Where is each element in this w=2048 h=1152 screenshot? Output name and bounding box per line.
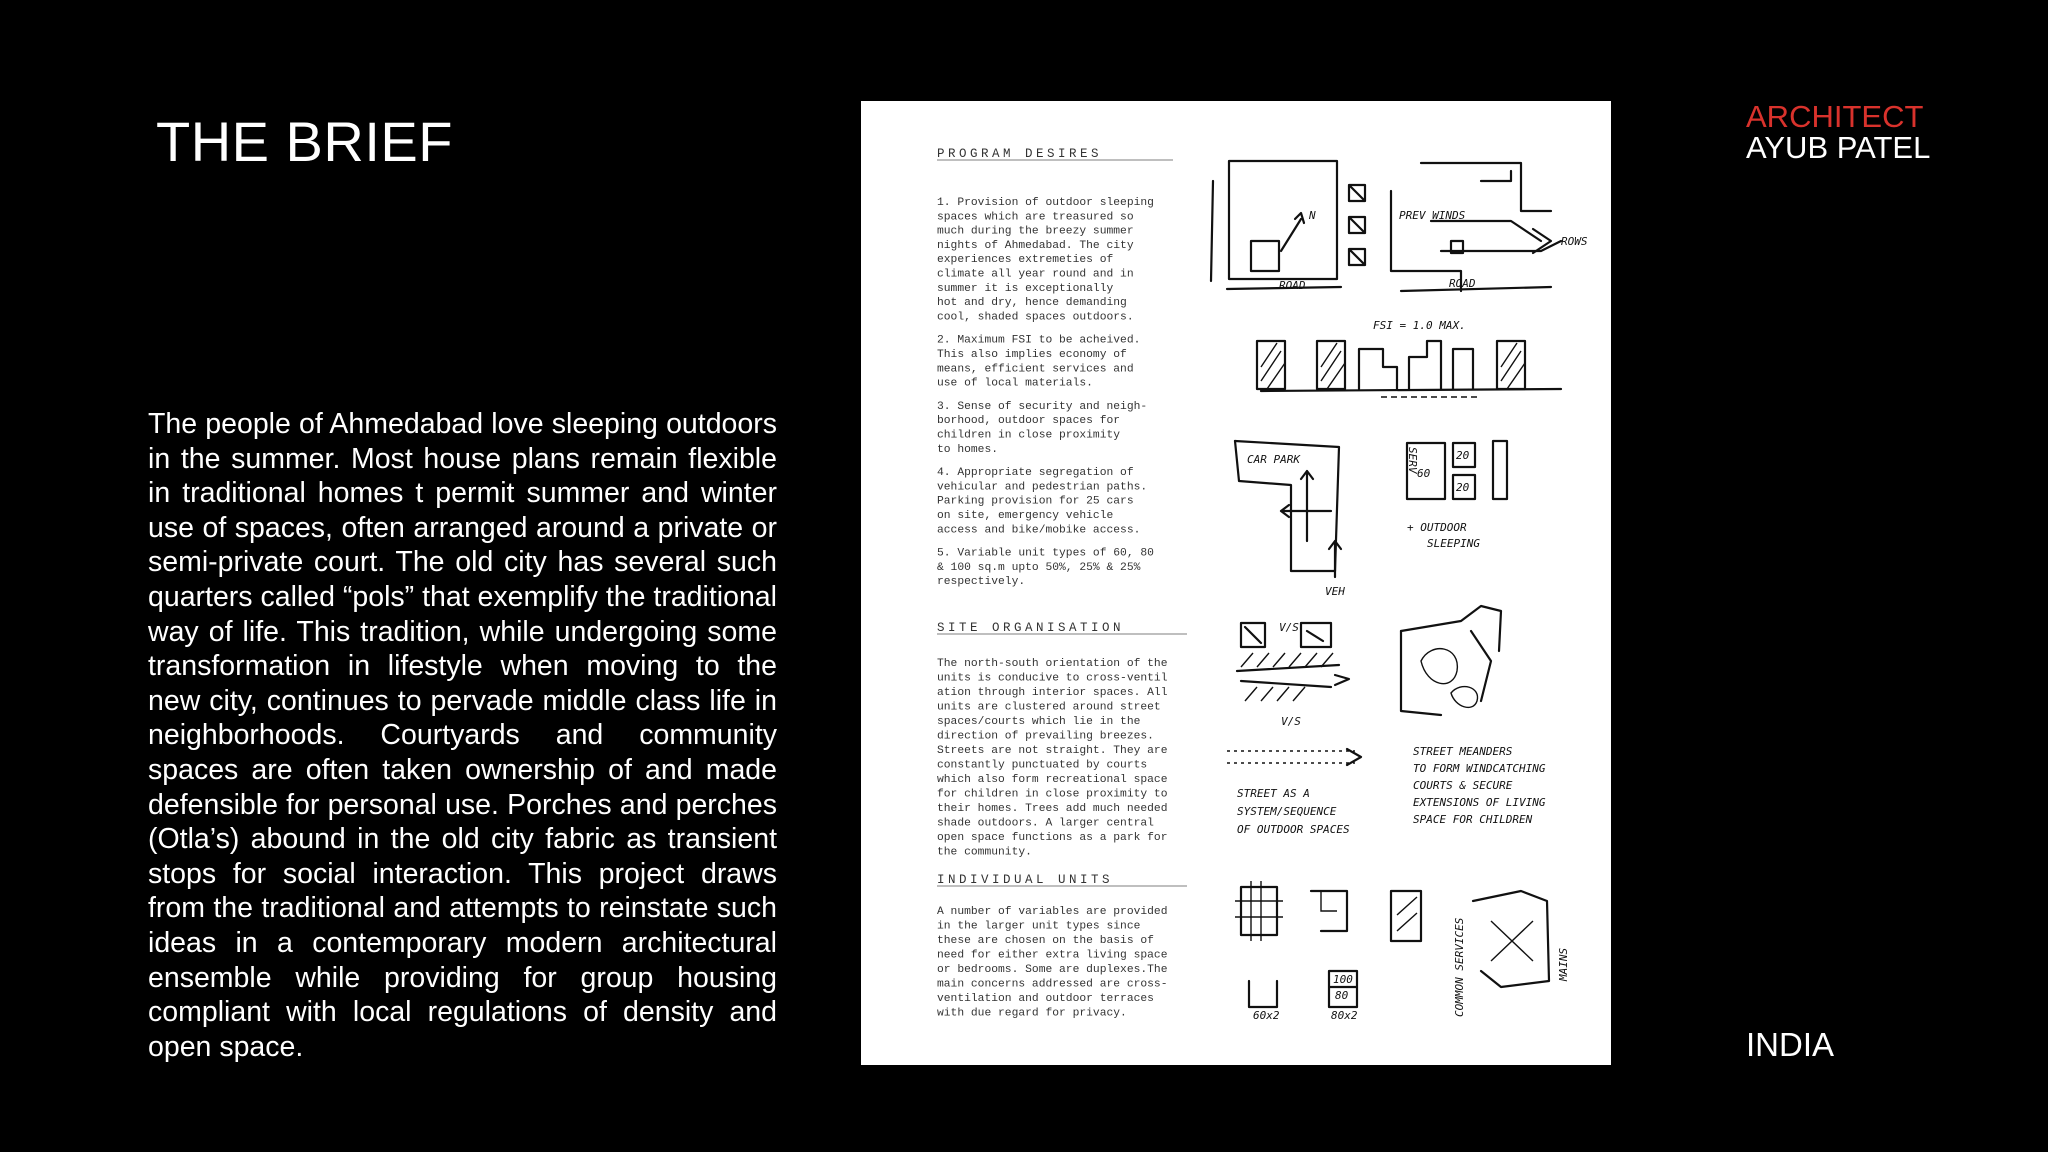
street-sequence-line: SYSTEM/SEQUENCE xyxy=(1237,805,1337,818)
units-text-line: ventilation and outdoor terraces xyxy=(937,993,1154,1005)
program-item-line: vehicular and pedestrian paths. xyxy=(937,481,1148,494)
program-desires-heading: PROGRAM DESIRES xyxy=(937,147,1103,161)
street-meanders-line: COURTS & SECURE xyxy=(1413,779,1513,792)
site-text-line: constantly punctuated by courts xyxy=(937,759,1148,772)
site-text-line: shade outdoors. A larger central xyxy=(937,817,1154,830)
units-text-line: A number of variables are provided xyxy=(937,906,1168,918)
program-item-line: respectively. xyxy=(937,576,1026,589)
units-text-line: with due regard for privacy. xyxy=(937,1007,1127,1020)
site-organisation-heading: SITE ORGANISATION xyxy=(937,621,1125,635)
fsi-label: FSI = 1.0 MAX. xyxy=(1373,319,1466,332)
street-meanders-caption xyxy=(1413,745,1546,826)
program-item-line: use of local materials. xyxy=(937,377,1093,390)
units-text-line: need for either extra living space xyxy=(937,949,1168,962)
site-text-line: direction of prevailing breezes. xyxy=(937,730,1154,743)
program-sketch-sheet xyxy=(861,101,1611,1065)
mains-label: MAINS xyxy=(1557,947,1570,981)
program-item-line: 5. Variable unit types of 60, 80 xyxy=(937,547,1154,560)
site-plan-sketch xyxy=(1211,161,1365,292)
unit-20b-label: 20 xyxy=(1456,481,1470,494)
units-text-line: these are chosen on the basis of xyxy=(937,935,1154,947)
site-text-line: the community. xyxy=(937,846,1032,859)
units-text-line: or bedrooms. Some are duplexes.The xyxy=(937,964,1168,976)
serv-label: SERV xyxy=(1406,447,1419,474)
site-text-line: open space functions as a park for xyxy=(937,832,1168,844)
program-desires-list xyxy=(937,197,1154,588)
fsi-elevation-sketch xyxy=(1257,319,1561,397)
unit-60-label: 60 xyxy=(1417,467,1431,480)
parking-plan-sketch xyxy=(1235,441,1345,598)
program-item-line: 1. Provision of outdoor sleeping xyxy=(937,197,1154,209)
program-item-line: experiences extremeties of xyxy=(937,254,1114,267)
program-item-line: 4. Appropriate segregation of xyxy=(937,467,1134,480)
meandering-street-sketch xyxy=(1401,606,1546,826)
site-text-line: their homes. Trees add much needed xyxy=(937,803,1168,815)
program-item-line: & 100 sq.m upto 50%, 25% & 25% xyxy=(937,561,1141,574)
car-park-label: CAR PARK xyxy=(1247,453,1300,466)
program-item-line: hot and dry, hence demanding xyxy=(937,297,1127,310)
units-text-line: main concerns addressed are cross- xyxy=(937,978,1168,991)
program-item-line: cool, shaded spaces outdoors. xyxy=(937,311,1134,324)
prevailing-winds-sketch xyxy=(1391,163,1588,291)
veh-label: VEH xyxy=(1325,585,1345,598)
site-text-line: The north-south orientation of the xyxy=(937,658,1168,670)
program-item-line: climate all year round and in xyxy=(937,268,1134,281)
road-label-1: ROAD xyxy=(1279,279,1306,292)
units-text-line: in the larger unit types since xyxy=(937,920,1141,933)
brand-logo xyxy=(1746,101,1930,163)
site-text-line: for children in close proximity to xyxy=(937,788,1168,801)
street-meanders-line: TO FORM WINDCATCHING xyxy=(1413,762,1546,775)
unit-plans-sketch xyxy=(1235,881,1570,1022)
unit-mix-sketch xyxy=(1406,441,1507,550)
program-item-line: to homes. xyxy=(937,443,999,456)
rows-label: ROWS xyxy=(1561,235,1588,248)
page-title: THE BRIEF xyxy=(156,110,453,173)
unit-80-label: 80 xyxy=(1335,989,1349,1002)
common-services-label: COMMON SERVICES xyxy=(1453,917,1466,1017)
unit-80x2-label: 80x2 xyxy=(1331,1009,1358,1022)
vs-label-2: V/S xyxy=(1281,715,1301,728)
site-text-line: units is conducive to cross-ventil xyxy=(937,672,1168,685)
brand-line-architect: ARCHITECT xyxy=(1746,99,1924,134)
program-item-line: Parking provision for 25 cars xyxy=(937,495,1134,508)
program-item-line: means, efficient services and xyxy=(937,363,1134,376)
unit-100-label: 100 xyxy=(1333,973,1353,986)
unit-60x2-label: 60x2 xyxy=(1253,1009,1280,1022)
site-text-line: ation through interior spaces. All xyxy=(937,687,1168,699)
program-item-line: borhood, outdoor spaces for xyxy=(937,415,1121,428)
program-item-line: children in close proximity xyxy=(937,429,1121,442)
site-text-line: Streets are not straight. They are xyxy=(937,745,1168,757)
individual-units-heading: INDIVIDUAL UNITS xyxy=(937,873,1114,887)
street-sequence-sketch xyxy=(1227,621,1361,836)
sketch-sheet-svg xyxy=(861,101,1611,1065)
program-item-line: on site, emergency vehicle xyxy=(937,510,1114,522)
street-meanders-line: STREET MEANDERS xyxy=(1413,745,1513,758)
street-sequence-line: STREET AS A xyxy=(1237,787,1310,800)
street-sequence-caption xyxy=(1237,787,1350,836)
program-item-line: access and bike/mobike access. xyxy=(937,524,1141,537)
unit-20a-label: 20 xyxy=(1456,449,1470,462)
site-organisation-text xyxy=(937,658,1168,859)
road-label-2: ROAD xyxy=(1449,277,1476,290)
street-sequence-line: OF OUTDOOR SPACES xyxy=(1237,823,1350,836)
site-text-line: units are clustered around street xyxy=(937,701,1161,714)
outdoor-label-1: + OUTDOOR xyxy=(1407,521,1467,534)
street-meanders-line: SPACE FOR CHILDREN xyxy=(1413,813,1533,826)
program-item-line: spaces which are treasured so xyxy=(937,211,1134,224)
north-label: N xyxy=(1309,209,1316,222)
program-item-line: nights of Ahmedabad. The city xyxy=(937,239,1134,252)
program-item-line: 3. Sense of security and neigh- xyxy=(937,400,1148,413)
prev-winds-label: PREV WINDS xyxy=(1399,209,1466,222)
program-item-line: This also implies economy of xyxy=(937,349,1127,361)
program-item-line: 2. Maximum FSI to be acheived. xyxy=(937,334,1141,347)
country-label: INDIA xyxy=(1746,1026,1835,1063)
program-item-line: summer it is exceptionally xyxy=(937,282,1114,295)
program-item-line: much during the breezy summer xyxy=(937,225,1134,238)
brief-paragraph: The people of Ahmedabad love sleeping outdoors in the summer. Most house plans remain flexible in traditional homes t permit summer and winter use of spaces, often arranged around a private or semi-private court. The old city has several such quarters called “pols” that exemplify the traditional way of life. This tradition, while undergoing some transformation in lifestyle when moving to the new city, continues to pervade middle class life in neighborhoods. Courtyards and community spaces are often taken ownership of and made defensible for personal use. Porches and perches (Otla’s) abound in the old city fabric as transient stops for social interaction. This project draws from the traditional and attempts to reinstate such ideas in a contemporary modern architectural ensemble while providing for group housing compliant with local regulations of density and open space. xyxy=(148,408,777,1063)
vs-label-1: V/S xyxy=(1279,621,1299,634)
site-text-line: spaces/courts which lie in the xyxy=(937,716,1141,728)
brand-line-name: AYUB PATEL xyxy=(1746,130,1931,165)
site-text-line: which also form recreational space xyxy=(937,774,1168,786)
street-meanders-line: EXTENSIONS OF LIVING xyxy=(1413,796,1546,809)
individual-units-text xyxy=(937,906,1168,1020)
outdoor-label-2: SLEEPING xyxy=(1427,537,1480,550)
